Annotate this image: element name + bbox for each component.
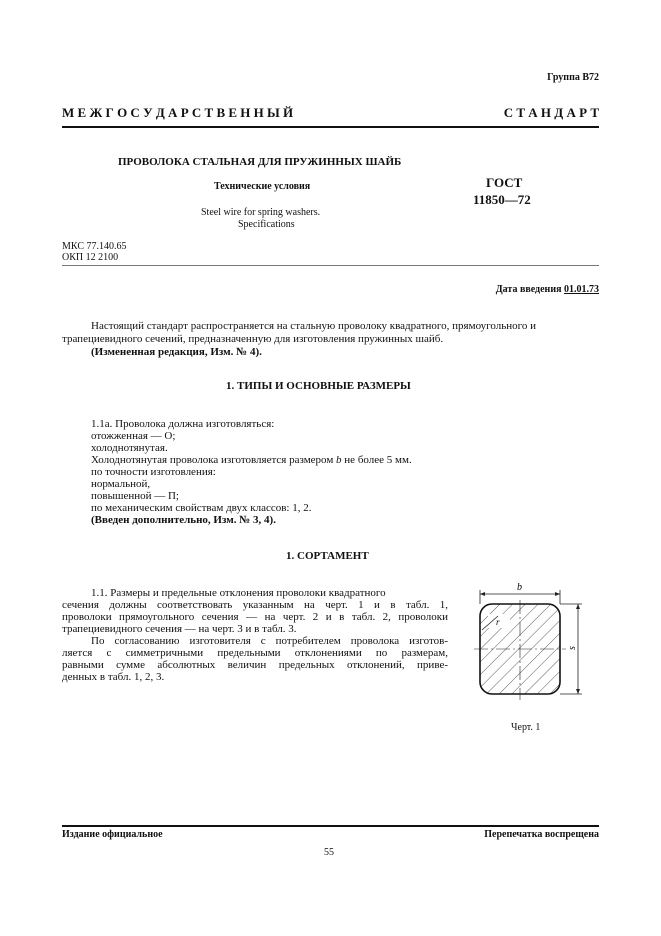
preamble-change: (Измененная редакция, Изм. № 4). <box>91 346 262 358</box>
mks-code: МКС 77.140.65 <box>62 241 127 252</box>
dim-s-arrow-top <box>576 604 580 609</box>
s2-p2-line4: денных в табл. 1, 2, 3. <box>62 671 165 683</box>
s1-line-4-tail: не более 5 мм. <box>344 454 412 466</box>
s2-p2-line2: ляется с симметричными предельными отклонениями по размерам, <box>62 647 448 659</box>
s1-line-2: отожженная — О; <box>91 430 176 442</box>
intro-date <box>496 284 599 296</box>
dim-b-arrow-right <box>555 592 560 596</box>
english-title-line2: Specifications <box>238 219 295 230</box>
document-title: ПРОВОЛОКА СТАЛЬНАЯ ДЛЯ ПРУЖИННЫХ ШАЙБ <box>118 156 402 168</box>
s1-line-6: нормальной, <box>91 478 151 490</box>
label-r: r <box>496 617 500 627</box>
standard-type-left: М Е Ж Г О С У Д А Р С Т В Е Н Н Ы Й <box>62 105 294 120</box>
preamble-line1: Настоящий стандарт распространяется на стальную проволоку квадратного, прямоугольного и <box>91 320 537 332</box>
preamble-line2: трапециевидного сечений, предназначенную для изготовления пружинных шайб. <box>62 333 444 345</box>
dim-b-arrow-left <box>480 592 485 596</box>
s2-p2-line3: равными сумме абсолютных величин предельных отклонений, приве- <box>62 659 448 671</box>
figure-caption: Черт. 1 <box>511 722 541 733</box>
okp-code: ОКП 12 2100 <box>62 252 119 263</box>
s1-line-4-text: Холоднотянутая проволока изготовляется размером <box>91 454 334 466</box>
intro-date-value: 01.01.73 <box>564 284 599 295</box>
footer-left: Издание официальное <box>62 829 163 840</box>
s1-line-1: 1.1а. Проволока должна изготовляться: <box>91 418 275 430</box>
header-rule <box>62 126 599 128</box>
gost-label: ГОСТ <box>486 175 523 190</box>
section2-heading: 1. СОРТАМЕНТ <box>286 550 369 562</box>
footer-rule <box>62 825 599 827</box>
s1-line-4-var: b <box>336 454 342 466</box>
dim-s-arrow-bottom <box>576 689 580 694</box>
s2-p1-line2: сечения должны соответствовать указанным на черт. 1 и в табл. 1, <box>62 599 448 611</box>
page-number: 55 <box>324 847 334 858</box>
s1-line-7: повышенной — П; <box>91 490 179 502</box>
english-title-line1: Steel wire for spring washers. <box>201 207 321 218</box>
s1-line-4 <box>91 454 412 466</box>
gost-number: 11850—72 <box>473 192 531 207</box>
s2-p1-line3: проволоки прямоугольного сечения — на черт. 2 и в табл. 2, проволоки <box>62 611 448 623</box>
label-b: b <box>517 582 522 593</box>
codes-rule <box>62 265 599 266</box>
s1-line-5: по точности изготовления: <box>91 466 216 478</box>
group-code: Группа В72 <box>547 72 599 83</box>
s2-p2-line1: По согласованию изготовителя с потребителем проволока изготов- <box>91 635 448 647</box>
s1-change: (Введен дополнительно, Изм. № 3, 4). <box>91 514 276 526</box>
footer-right: Перепечатка воспрещена <box>484 829 599 840</box>
s2-p1-line1: 1.1. Размеры и предельные отклонения проволоки квадратного <box>91 587 386 599</box>
s2-p1-line4: трапециевидного сечения — на черт. 3 и в табл. 3. <box>62 623 297 635</box>
label-s: s <box>567 646 578 650</box>
s1-line-8: по механическим свойствам двух классов: 1, 2. <box>91 502 312 514</box>
figure-square-section <box>458 582 598 712</box>
s1-line-3: холоднотянутая. <box>91 442 168 454</box>
intro-date-label: Дата введения <box>495 284 562 295</box>
document-subtitle: Технические условия <box>214 181 311 192</box>
standard-type-right: С Т А Н Д А Р Т <box>503 105 599 120</box>
section1-heading: 1. ТИПЫ И ОСНОВНЫЕ РАЗМЕРЫ <box>226 380 411 392</box>
